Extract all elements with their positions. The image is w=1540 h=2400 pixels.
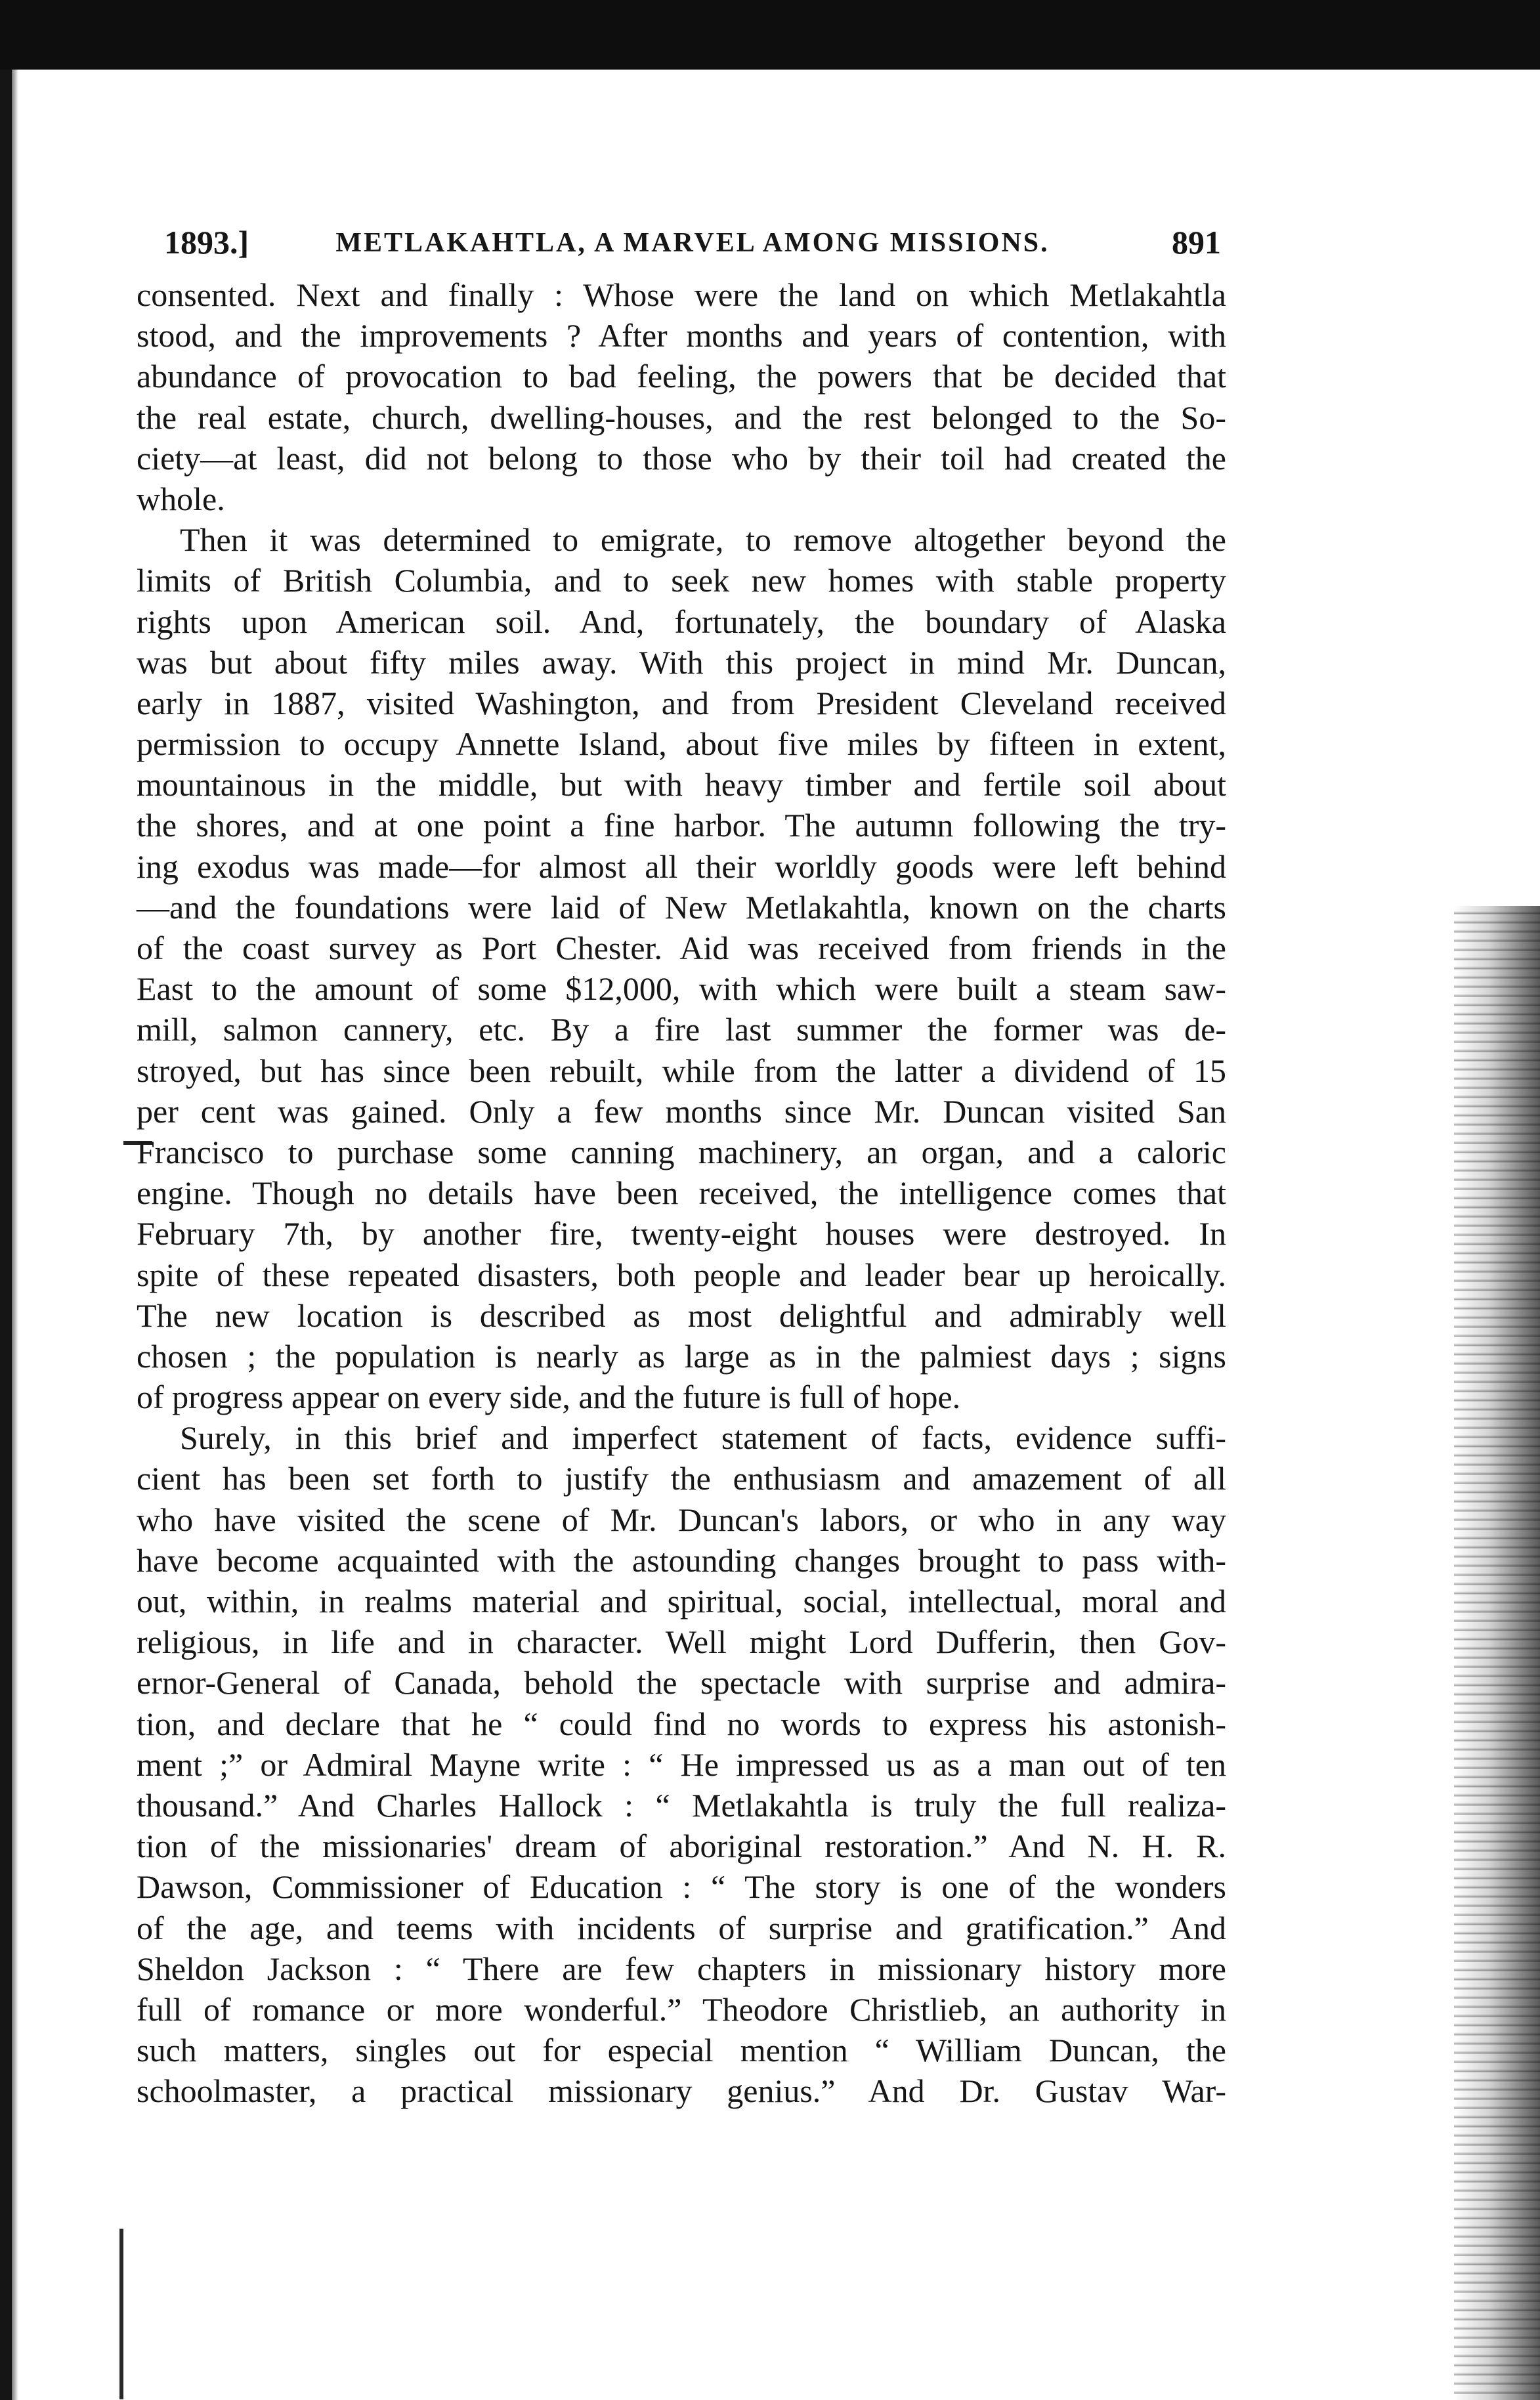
text-line: limits of British Columbia, and to seek new homes with stable property (137, 562, 1226, 599)
text-line: have become acquainted with the astounding changes brought to pass with- (137, 1541, 1226, 1579)
text-line: abundance of provocation to bad feeling, the powers that be decided that (137, 358, 1226, 395)
text-line: the shores, and at one point a fine harbor. The autumn following the try- (137, 807, 1226, 844)
text-line: chosen ; the population is nearly as large as in the palmiest days ; signs (137, 1337, 1226, 1375)
text-line: consented. Next and finally : Whose were the land on which Metlakahtla (137, 276, 1226, 313)
text-line: full of romance or more wonderful.” Theodore Christlieb, an authority in (137, 1990, 1226, 2028)
text-line: Then it was determined to emigrate, to remove altogether beyond the (180, 521, 1226, 559)
text-line: permission to occupy Annette Island, about five miles by fifteen in extent, (137, 725, 1226, 763)
text-line: per cent was gained. Only a few months since Mr. Duncan visited San (137, 1092, 1226, 1130)
running-header (164, 223, 1221, 269)
header-year: 1893.] (164, 224, 249, 261)
text-line: The new location is described as most delightful and admirably well (137, 1296, 1226, 1334)
text-line: out, within, in realms material and spiritual, social, intellectual, moral and (137, 1583, 1226, 1619)
text-line: of progress appear on every side, and the future is full of hope. (137, 1379, 961, 1416)
text-line: spite of these repeated disasters, both people and leader bear up heroically. (137, 1256, 1226, 1293)
text-line: mountainous in the middle, but with heavy timber and fertile soil about (137, 766, 1226, 804)
text-line: Francisco to purchase some canning machinery, an organ, and a caloric (137, 1133, 1226, 1170)
text-line: early in 1887, visited Washington, and from President Cleveland received (137, 684, 1226, 721)
text-line: East to the amount of some $12,000, with which were built a steam saw- (137, 970, 1226, 1008)
scan-left-border (0, 70, 12, 2400)
text-line: tion, and declare that he “ could find no words to express his astonish- (137, 1705, 1226, 1742)
text-line: ernor-General of Canada, behold the spectacle with surprise and admira- (137, 1664, 1226, 1702)
text-line: the real estate, church, dwelling-houses, and the rest belonged to the So- (137, 398, 1226, 436)
text-line: of the coast survey as Port Chester. Aid was received from friends in the (137, 930, 1226, 966)
text-line: stood, and the improvements ? After months and years of contention, with (137, 317, 1226, 354)
text-line: such matters, singles out for especial mention “ William Duncan, the (137, 2032, 1226, 2069)
text-line: ment ;” or Admiral Mayne write : “ He impressed us as a man out of ten (137, 1746, 1226, 1783)
text-line: engine. Though no details have been received, the intelligence comes that (137, 1174, 1226, 1212)
text-line: mill, salmon cannery, etc. By a fire last summer the former was de- (137, 1011, 1226, 1048)
text-line: cient has been set forth to justify the enthusiasm and amazement of all (137, 1460, 1226, 1497)
text-line: was but about fifty miles away. With this project in mind Mr. Duncan, (137, 643, 1226, 681)
text-line: of the age, and teems with incidents of surprise and gratification.” And (137, 1909, 1226, 1946)
text-line: ciety—at least, did not belong to those who by their toil had created the (137, 439, 1226, 477)
text-line: Dawson, Commissioner of Education : “ The story is one of the wonders (137, 1868, 1226, 1906)
scan-gutter-mark (119, 2229, 123, 2399)
scan-right-edge-noise (1454, 906, 1540, 2400)
text-line: Surely, in this brief and imperfect statement of facts, evidence suffi- (180, 1419, 1226, 1457)
text-line: whole. (137, 480, 225, 517)
scan-left-shadow (12, 70, 18, 2400)
text-line: stroyed, but has since been rebuilt, while from the latter a dividend of 15 (137, 1052, 1226, 1089)
text-line: thousand.” And Charles Hallock : “ Metlakahtla is truly the full realiza- (137, 1786, 1226, 1824)
text-line: tion of the missionaries' dream of aboriginal restoration.” And N. H. R. (137, 1828, 1226, 1865)
text-line: religious, in life and in character. Well might Lord Dufferin, then Gov- (137, 1623, 1226, 1661)
page-number: 891 (1172, 224, 1221, 261)
text-line: February 7th, by another fire, twenty-eight houses were destroyed. In (137, 1215, 1226, 1253)
body-text (137, 274, 1226, 2111)
text-line: who have visited the scene of Mr. Duncan's labors, or who in any way (137, 1501, 1226, 1538)
header-title: METLAKAHTLA, A MARVEL AMONG MISSIONS. (335, 228, 1050, 258)
text-line: rights upon American soil. And, fortunately, the boundary of Alaska (137, 603, 1226, 640)
text-line: ing exodus was made—for almost all their worldly goods were left behind (137, 847, 1226, 885)
scan-top-border (0, 0, 1540, 70)
text-line: —and the foundations were laid of New Metlakahtla, known on the charts (137, 888, 1226, 926)
text-line: Sheldon Jackson : “ There are few chapters in missionary history more (137, 1950, 1226, 1987)
text-line: schoolmaster, a practical missionary genius.” And Dr. Gustav War- (137, 2072, 1226, 2110)
